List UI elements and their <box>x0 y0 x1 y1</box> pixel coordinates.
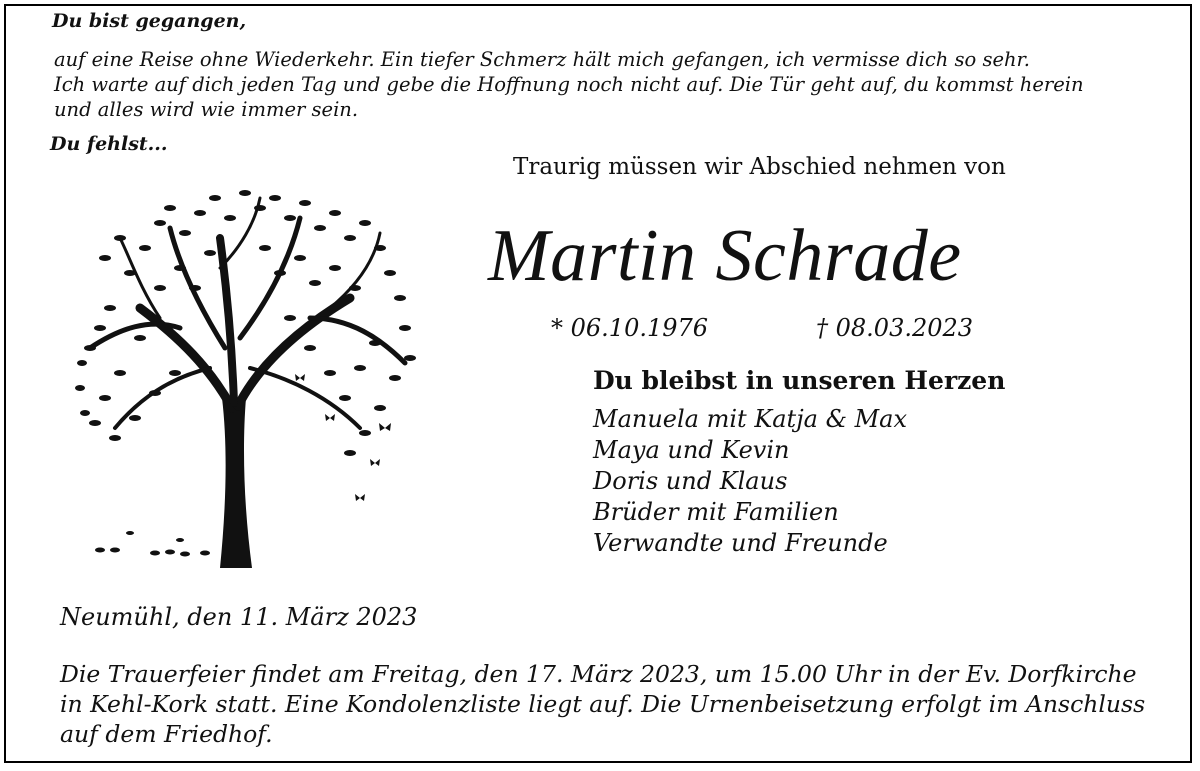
deceased-name: Martin Schrade <box>488 215 962 297</box>
stays-heading: Du bleibst in unseren Herzen <box>593 366 1006 395</box>
birth-date: * 06.10.1976 <box>551 314 709 342</box>
place-date: Neumühl, den 11. März 2023 <box>60 603 418 631</box>
tree-with-butterflies-icon <box>60 178 430 568</box>
mourner-item: Brüder mit Familien <box>593 498 839 526</box>
death-date: † 08.03.2023 <box>816 314 974 342</box>
poem-line: Ich warte auf dich jeden Tag und gebe die Hoffnung noch nicht auf. Die Tür geht auf, du kommst herein <box>54 73 1084 96</box>
mourner-item: Maya und Kevin <box>593 436 790 464</box>
mourner-item: Doris und Klaus <box>593 467 788 495</box>
poem-line: und alles wird wie immer sein. <box>54 98 359 121</box>
mourners-list <box>593 404 907 559</box>
poem-lines <box>54 47 1084 122</box>
mourner-item: Manuela mit Katja & Max <box>593 405 907 433</box>
service-info <box>60 659 1145 749</box>
poem-outro: Du fehlst... <box>50 133 168 155</box>
service-line: auf dem Friedhof. <box>60 720 273 748</box>
mourner-item: Verwandte und Freunde <box>593 529 888 557</box>
farewell-intro: Traurig müssen wir Abschied nehmen von <box>513 154 1006 180</box>
service-line: in Kehl-Kork statt. Eine Kondolenzliste liegt auf. Die Urnenbeisetzung erfolgt im Anschluss <box>60 690 1146 718</box>
poem-intro: Du bist gegangen, <box>52 10 247 32</box>
poem-line: auf eine Reise ohne Wiederkehr. Ein tiefer Schmerz hält mich gefangen, ich vermisse dich so sehr. <box>54 48 1030 71</box>
service-line: Die Trauerfeier findet am Freitag, den 17. März 2023, um 15.00 Uhr in der Ev. Dorfkirche <box>60 660 1137 688</box>
